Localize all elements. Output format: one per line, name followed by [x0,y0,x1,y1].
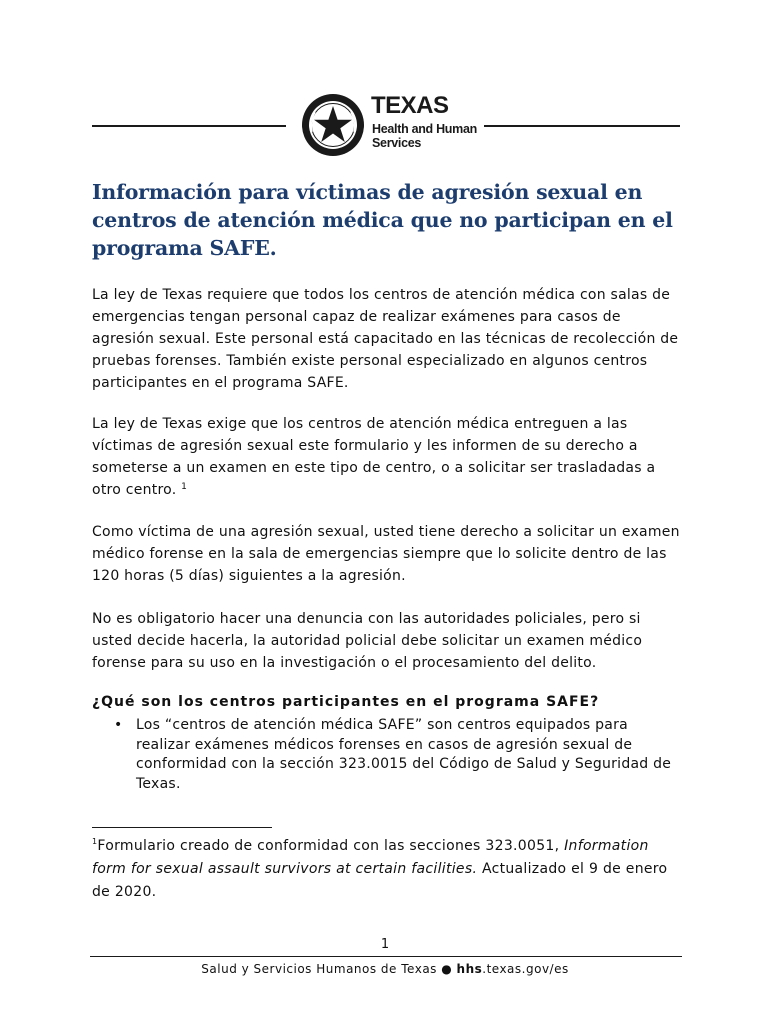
list-item [114,716,684,794]
paragraph-1: La ley de Texas requiere que todos los centros de atención médica con salas de emergencias tengan personal capaz de realizar exámenes para casos de agresión sexual. Este personal está capacitado en las técnicas de recolección de pruebas forenses. También existe personal especializado en algunos centros participantes en el programa SAFE. [92,287,679,391]
footnote-text-end: Actualizado el 9 de enero de 2020. [92,861,668,900]
footnote-divider [92,827,272,828]
footnote [92,835,684,904]
footer-url[interactable]: .texas.gov/es [482,962,569,976]
footer-rule [90,956,682,957]
logo-subtitle-line2: Services [372,136,422,150]
footer [0,962,770,976]
paragraph-2-text: La ley de Texas exige que los centros de atención médica entreguen a las víctimas de agresión sexual este formulario y les informen de su derecho a someterse a un examen en este tipo de centro, o a solicitar ser trasladadas a otro centro. [92,416,656,498]
footnote-ref: 1 [181,482,188,492]
page-number: 1 [380,937,390,952]
footnote-marker: 1 [92,837,98,846]
paragraph-4: No es obligatorio hacer una denuncia con las autoridades policiales, pero si usted decide hacerla, la autoridad policial debe solicitar un examen médico forense para su uso en la investigación o el procesamiento del delito. [92,611,643,671]
bullet-list [114,716,684,794]
texas-seal-icon [300,92,366,158]
footer-org: Salud y Servicios Humanos de Texas [201,962,437,976]
texas-hhs-logo [300,92,490,162]
footer-url-bold[interactable]: hhs [456,962,483,976]
footnote-text: Formulario creado de conformidad con las secciones 323.0051, [97,838,565,854]
document-title: Información para víctimas de agresión sexual en centros de atención médica que no participan en el programa SAFE. [92,180,673,260]
logo-wordmark: TEXAS [371,92,449,119]
header-rule-right [484,125,680,127]
bullet-icon: • [114,717,123,733]
list-item-text: Los “centros de atención médica SAFE” son centros equipados para realizar exámenes médicos forenses en casos de agresión sexual de conformidad con la sección 323.0015 del Código de Salud y Seguridad de Texas. [136,717,672,792]
paragraph-3: Como víctima de una agresión sexual, usted tiene derecho a solicitar un examen médico forense en la sala de emergencias siempre que lo solicite dentro de las 120 horas (5 días) siguientes a la agresión. [92,524,680,584]
logo-subtitle-line1: Health and Human [372,122,477,136]
footer-separator: ● [436,962,457,976]
footnote-italic-title: Information form for sexual assault survivors at certain facilities. [92,838,649,877]
paragraph-2 [92,413,684,501]
section-heading: ¿Qué son los centros participantes en el programa SAFE? [92,694,600,710]
header-rule-left [92,125,286,127]
